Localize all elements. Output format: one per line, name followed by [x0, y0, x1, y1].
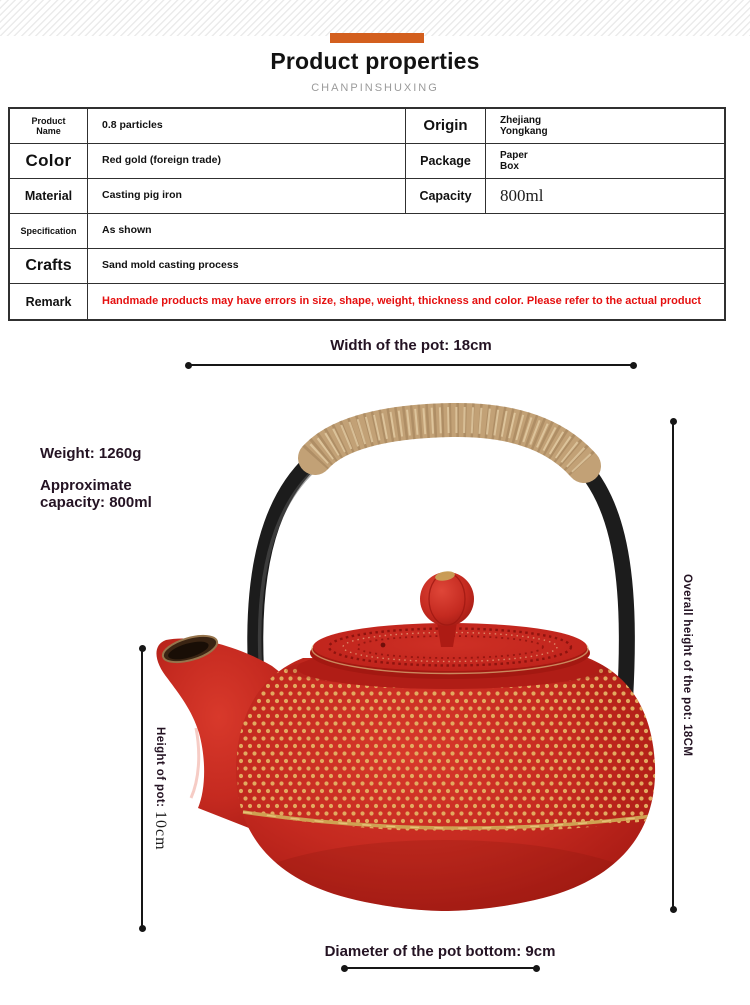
properties-table	[8, 107, 726, 321]
striped-header-band	[0, 0, 750, 36]
row-value2: 800ml	[500, 186, 544, 206]
row-value: Red gold (foreign trade)	[88, 144, 406, 178]
hobnail-dots-band	[236, 668, 655, 832]
remark-value: Handmade products may have errors in size, shape, weight, thickness and color. Please refer to the actual product	[102, 295, 702, 308]
table-row	[10, 179, 724, 214]
row-label2: Capacity	[406, 179, 486, 213]
row-value: Sand mold casting process	[102, 259, 239, 272]
overall-height-label: Overall height of the pot: 18CM	[681, 574, 693, 757]
bottom-diameter-label: Diameter of the pot bottom: 9cm	[324, 943, 556, 960]
row-label: Specification	[10, 214, 88, 248]
row-label: Crafts	[10, 249, 88, 283]
table-row	[10, 249, 724, 284]
row-value2: Zhejiang Yongkang	[500, 114, 548, 137]
table-row	[10, 284, 724, 319]
row-value: 0.8 particles	[88, 109, 406, 143]
weight-note: Weight: 1260g	[40, 445, 142, 462]
accent-bar	[330, 33, 424, 43]
width-label: Width of the pot: 18cm	[330, 337, 492, 354]
pot-height-text: Height of pot:	[154, 726, 166, 807]
row-label: Material	[10, 179, 88, 213]
page-subtitle: CHANPINSHUXING	[311, 82, 439, 94]
teapot-product-image	[130, 395, 675, 925]
row-label2: Origin	[406, 109, 486, 143]
row-label: Remark	[10, 284, 88, 319]
row-value: Casting pig iron	[88, 179, 406, 213]
handle-rope-wrap	[315, 420, 584, 466]
table-row	[10, 214, 724, 249]
page-title: Product properties	[270, 48, 480, 74]
row-value2: Paper Box	[500, 149, 528, 172]
table-row	[10, 109, 724, 144]
row-label2: Package	[406, 144, 486, 178]
row-label: Color	[10, 144, 88, 178]
capacity-note: Approximate capacity: 800ml	[40, 477, 152, 511]
width-dimension-line	[188, 364, 634, 366]
pot-height-value: 10cm	[152, 810, 169, 851]
table-row	[10, 144, 724, 179]
row-label: Product Name	[10, 109, 88, 143]
row-value: As shown	[102, 224, 152, 237]
bottom-diameter-dimension-line	[344, 967, 537, 969]
